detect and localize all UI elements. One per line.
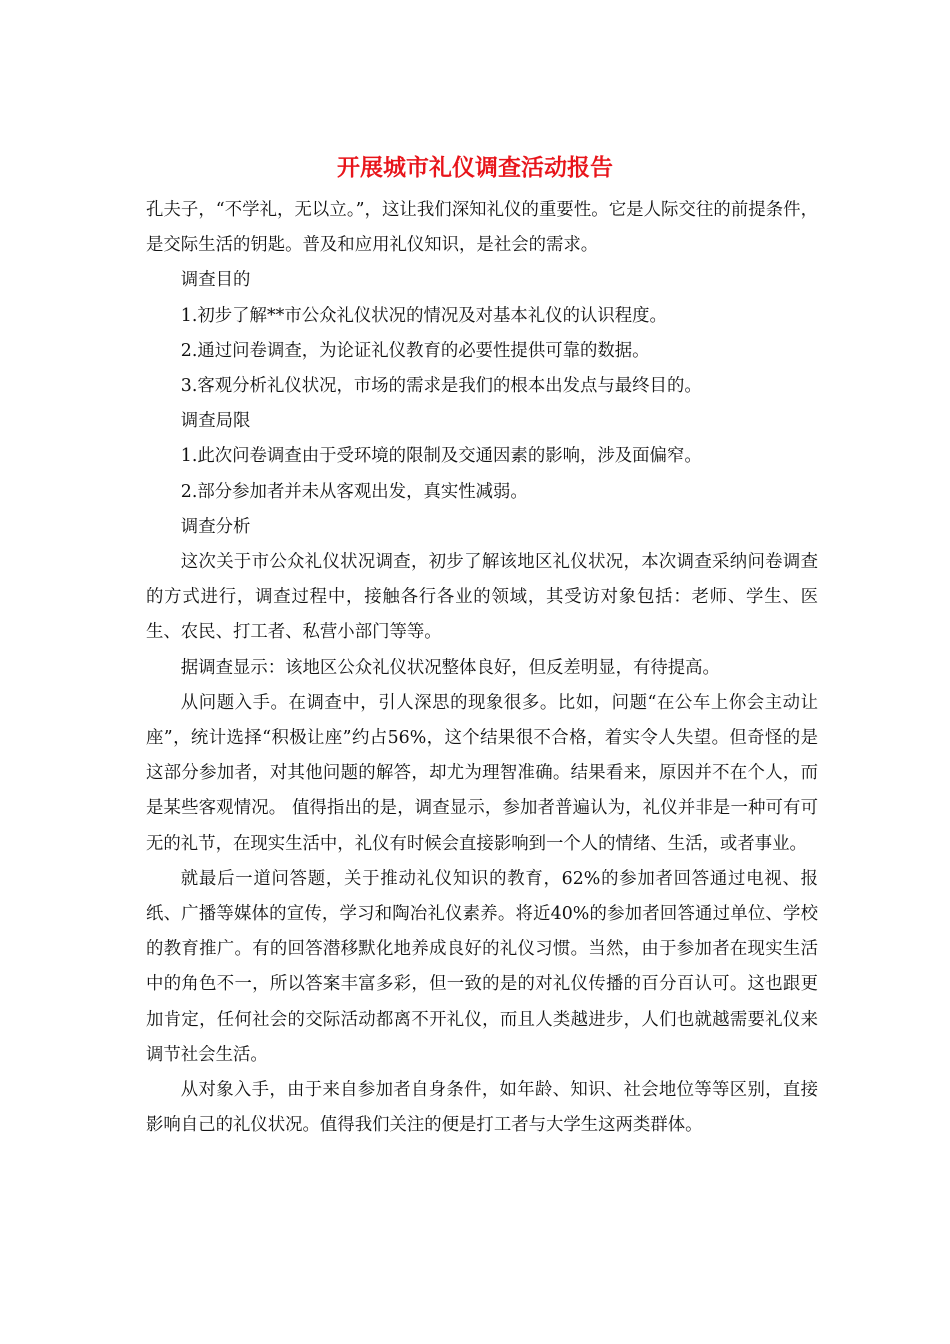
paragraph-survey-result: 据调查显示：该地区公众礼仪状况整体良好，但反差明显，有待提高。 — [180, 657, 720, 678]
list-item-limit-2: 2.部分参加者并未从客观出发，真实性减弱。 — [180, 481, 528, 502]
list-item-purpose-1: 1.初步了解**市公众礼仪状况的情况及对基本礼仪的认识程度。 — [180, 305, 667, 326]
document-body — [146, 193, 818, 1143]
paragraph-analysis-overview: 这次关于市公众礼仪状况调查，初步了解该地区礼仪状况，本次调查采纳问卷调查的方式进行，调查过程中，接触各行各业的领域，其受访对象包括：老师、学生、医生、农民、打工者、私营小部门等等。 — [146, 552, 818, 643]
paragraph-last-question: 就最后一道问答题，关于推动礼仪知识的教育，62%的参加者回答通过电视、报纸、广播等媒体的宣传，学习和陶冶礼仪素养。将近40%的参加者回答通过单位、学校的教育推广。有的回答潜移默化地养成良好的礼仪习惯。当然，由于参加者在现实生活中的角色不一，所以答案丰富多彩，但一致的是的对礼仪传播的百分百认可。这也跟更加肯定，任何社会的交际活动都离不开礼仪，而且人类越进步，人们也就越需要礼仪来调节社会生活。 — [146, 868, 818, 1065]
list-item-limit-1: 1.此次问卷调查由于受环境的限制及交通因素的影响，涉及面偏窄。 — [180, 446, 702, 467]
heading-survey-purpose: 调查目的 — [180, 270, 251, 291]
heading-survey-limits: 调查局限 — [180, 411, 251, 432]
list-item-purpose-3: 3.客观分析礼仪状况，市场的需求是我们的根本出发点与最终目的。 — [180, 376, 702, 397]
paragraph-subject-analysis: 从对象入手，由于来自参加者自身条件，如年龄、知识、社会地位等等区别，直接影响自己的礼仪状况。值得我们关注的便是打工者与大学生这两类群体。 — [146, 1080, 818, 1136]
paragraph-intro: 孔夫子，“不学礼，无以立。”，这让我们深知礼仪的重要性。它是人际交往的前提条件，是交际生活的钥匙。普及和应用礼仪知识，是社会的需求。 — [146, 200, 818, 256]
paragraph-question-analysis: 从问题入手。在调查中，引人深思的现象很多。比如，问题“在公车上你会主动让座”，统计选择“积极让座”约占56%，这个结果很不合格，着实令人失望。但奇怪的是这部分参加者，对其他问题的解答，却尤为理智准确。结果看来，原因并不在个人，而是某些客观情况。 值得指出的是，调查显示，参加者普遍认为，礼仪并非是一种可有可无的礼节，在现实生活中，礼仪有时候会直接影响到一个人的情绪、生活，或者事业。 — [146, 692, 818, 854]
list-item-purpose-2: 2.通过问卷调查，为论证礼仪教育的必要性提供可靠的数据。 — [180, 340, 650, 361]
heading-survey-analysis: 调查分析 — [180, 516, 251, 537]
document-title: 开展城市礼仪调查活动报告 — [337, 154, 613, 181]
